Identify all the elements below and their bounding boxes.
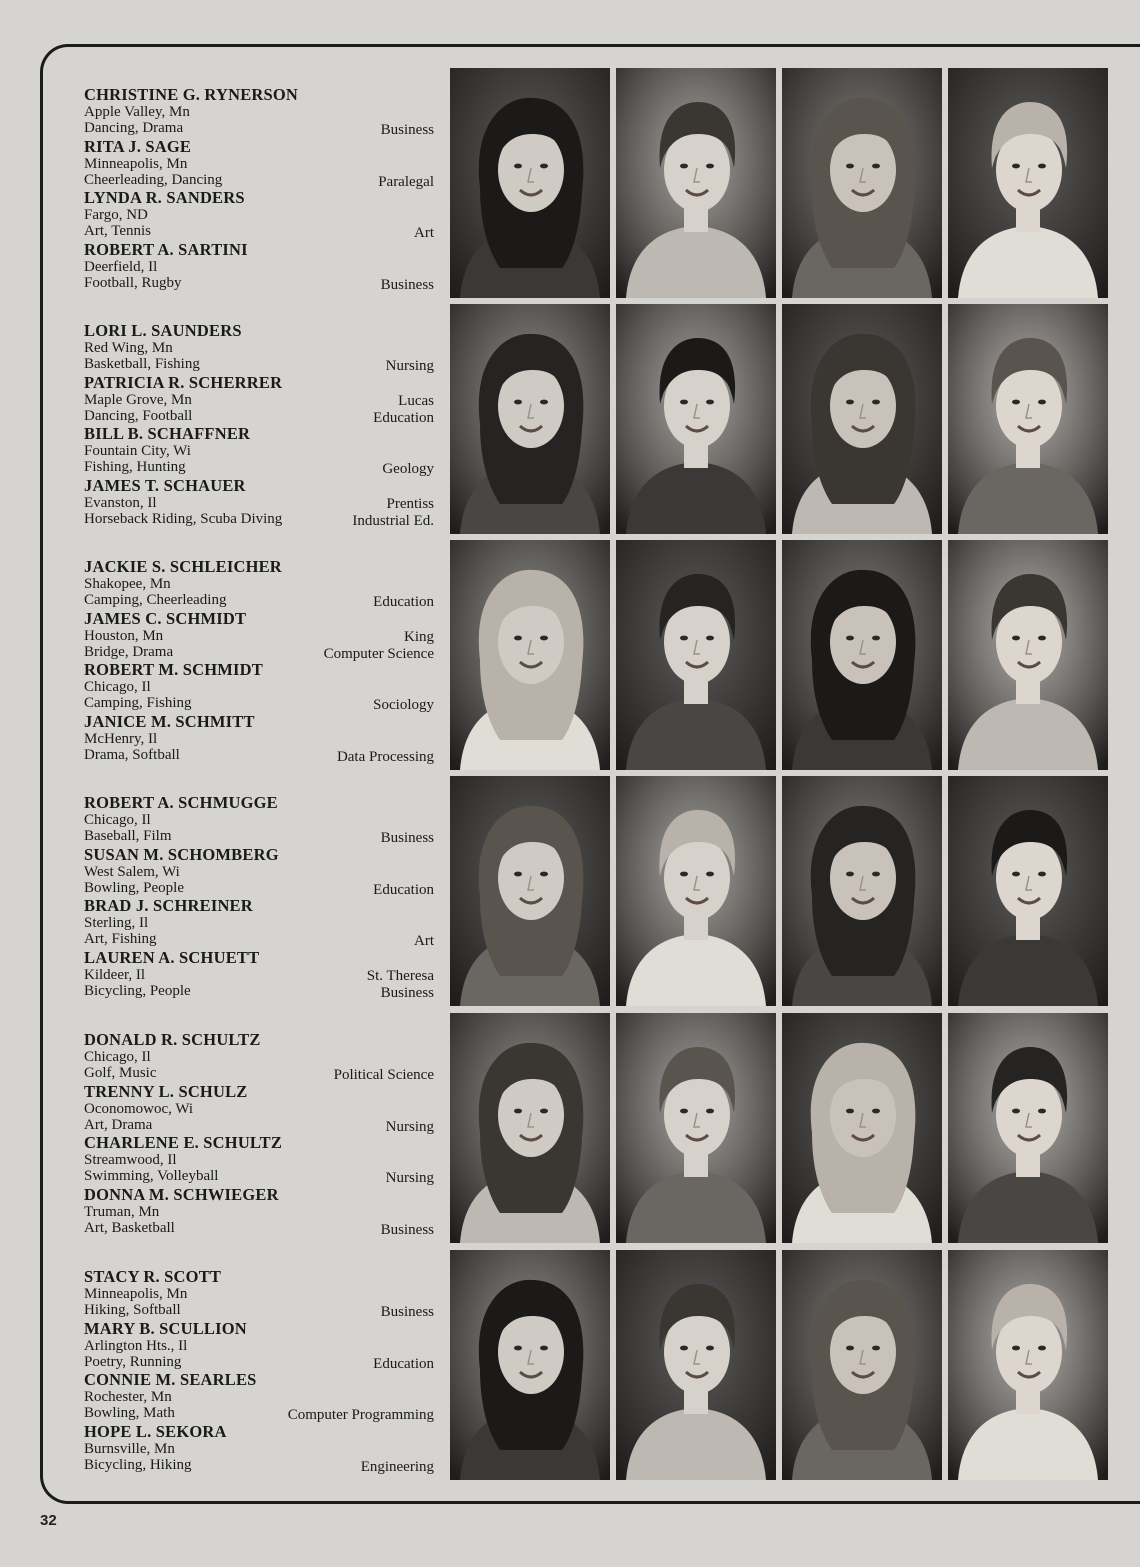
student-group [0,304,1140,536]
student-activities: Football, Rugby [84,275,182,291]
student-entry [84,794,434,846]
student-name: DONNA M. SCHWIEGER [84,1185,279,1204]
student-entry [84,713,434,765]
student-name: JAMES C. SCHMIDT [84,609,247,628]
student-entry [84,897,434,949]
student-major: Data Processing [336,748,434,765]
student-hometown: Arlington Hts., Il [84,1338,188,1354]
student-major: Prentiss Industrial Ed. [352,496,434,529]
student-portrait-photo [450,540,610,770]
student-name: JAMES T. SCHAUER [84,476,246,495]
student-major: Engineering [360,1458,434,1475]
student-portrait-photo [616,1250,776,1480]
student-major: Education [373,1355,434,1372]
student-group [0,1013,1140,1245]
student-major: Nursing [385,357,434,374]
student-name: CONNIE M. SEARLES [84,1370,257,1389]
student-major: King Computer Science [323,629,434,662]
student-activities: Bowling, People [84,880,184,896]
student-portrait-photo [782,1013,942,1243]
student-portrait-photo [782,776,942,1006]
student-entry [84,1186,434,1238]
student-name: JANICE M. SCHMITT [84,712,255,731]
student-portrait-photo [948,68,1108,298]
student-major: Nursing [385,1169,434,1186]
student-name: PATRICIA R. SCHERRER [84,373,283,392]
student-name: MARY B. SCULLION [84,1319,247,1338]
student-group [0,776,1140,1008]
student-portrait-photo [450,304,610,534]
student-entry [84,189,434,241]
student-hometown: Fountain City, Wi [84,443,191,459]
student-activities: Baseball, Film [84,828,172,844]
student-hometown: Evanston, Il [84,495,157,511]
student-entry [84,610,434,662]
student-major: Lucas Education [373,393,434,426]
student-entry [84,661,434,713]
student-activities: Bicycling, People [84,983,191,999]
student-hometown: Sterling, Il [84,915,149,931]
student-entry [84,1268,434,1320]
student-major: Paralegal [378,173,434,190]
student-entry [84,1134,434,1186]
student-major: Nursing [385,1118,434,1135]
student-entry [84,949,434,1001]
student-hometown: Red Wing, Mn [84,340,173,356]
student-entry [84,425,434,477]
student-group [0,540,1140,772]
student-activities: Golf, Music [84,1065,157,1081]
student-entry [84,86,434,138]
student-hometown: Truman, Mn [84,1204,160,1220]
student-entry [84,1031,434,1083]
student-portrait-photo [782,1250,942,1480]
student-major: Political Science [333,1066,434,1083]
student-activities: Bridge, Drama [84,644,174,660]
student-activities: Basketball, Fishing [84,356,200,372]
student-hometown: Streamwood, Il [84,1152,177,1168]
student-entry [84,241,434,293]
student-activities: Cheerleading, Dancing [84,172,223,188]
student-hometown: Shakopee, Mn [84,576,171,592]
student-name: DONALD R. SCHULTZ [84,1030,261,1049]
student-activities: Camping, Fishing [84,695,192,711]
student-name: ROBERT M. SCHMIDT [84,660,263,679]
student-entry [84,1083,434,1135]
student-portrait-photo [616,68,776,298]
student-name: BILL B. SCHAFFNER [84,424,251,443]
student-name: CHRISTINE G. RYNERSON [84,85,299,104]
student-activities: Art, Basketball [84,1220,175,1236]
student-activities: Drama, Softball [84,747,180,763]
student-name: HOPE L. SEKORA [84,1422,227,1441]
student-major: Business [380,276,434,293]
student-name: LYNDA R. SANDERS [84,188,245,207]
student-portrait-photo [948,1013,1108,1243]
student-activities: Poetry, Running [84,1354,182,1370]
student-hometown: Houston, Mn [84,628,164,644]
student-activities: Dancing, Football [84,408,193,424]
student-portrait-photo [948,776,1108,1006]
student-portrait-photo [450,1250,610,1480]
student-entry [84,477,434,529]
page-number: 32 [40,1512,57,1529]
student-hometown: Minneapolis, Mn [84,1286,188,1302]
student-entry [84,1423,434,1475]
student-portrait-photo [616,304,776,534]
student-activities: Art, Fishing [84,931,157,947]
student-hometown: Fargo, ND [84,207,148,223]
student-major: Sociology [373,696,434,713]
student-hometown: Oconomowoc, Wi [84,1101,194,1117]
student-portrait-photo [450,68,610,298]
student-name: JACKIE S. SCHLEICHER [84,557,282,576]
student-hometown: McHenry, Il [84,731,158,747]
student-name: LAUREN A. SCHUETT [84,948,260,967]
student-name: STACY R. SCOTT [84,1267,222,1286]
student-name: LORI L. SAUNDERS [84,321,242,340]
student-entry [84,1371,434,1423]
student-major: Education [373,593,434,610]
student-portrait-photo [616,540,776,770]
student-entry [84,1320,434,1372]
student-name: ROBERT A. SARTINI [84,240,248,259]
student-activities: Fishing, Hunting [84,459,186,475]
student-hometown: Chicago, Il [84,812,151,828]
student-entry [84,846,434,898]
student-major: Business [380,121,434,138]
student-activities: Horseback Riding, Scuba Diving [84,511,283,527]
student-group [0,1250,1140,1482]
student-activities: Dancing, Drama [84,120,184,136]
student-portrait-photo [782,304,942,534]
student-group [0,68,1140,300]
student-portrait-photo [782,540,942,770]
student-hometown: Rochester, Mn [84,1389,172,1405]
student-activities: Swimming, Volleyball [84,1168,219,1184]
student-portrait-photo [616,776,776,1006]
student-major: St. Theresa Business [366,968,434,1001]
student-activities: Bowling, Math [84,1405,175,1421]
student-entry [84,558,434,610]
student-hometown: Burnsville, Mn [84,1441,175,1457]
student-activities: Camping, Cheerleading [84,592,227,608]
student-entry [84,374,434,426]
student-name: RITA J. SAGE [84,137,192,156]
student-hometown: Chicago, Il [84,679,151,695]
student-hometown: Kildeer, Il [84,967,146,983]
student-portrait-photo [948,1250,1108,1480]
student-activities: Hiking, Softball [84,1302,181,1318]
student-portrait-photo [782,68,942,298]
student-major: Education [373,881,434,898]
student-activities: Art, Tennis [84,223,152,239]
student-portrait-photo [948,540,1108,770]
student-name: TRENNY L. SCHULZ [84,1082,248,1101]
student-hometown: Chicago, Il [84,1049,151,1065]
student-hometown: Minneapolis, Mn [84,156,188,172]
student-hometown: Maple Grove, Mn [84,392,192,408]
student-major: Computer Programming [287,1406,434,1423]
student-major: Art [414,224,434,241]
student-entry [84,322,434,374]
student-hometown: West Salem, Wi [84,864,180,880]
student-hometown: Apple Valley, Mn [84,104,190,120]
student-portrait-photo [450,1013,610,1243]
student-major: Business [380,829,434,846]
student-portrait-photo [948,304,1108,534]
student-activities: Bicycling, Hiking [84,1457,192,1473]
student-major: Business [380,1303,434,1320]
student-name: SUSAN M. SCHOMBERG [84,845,279,864]
student-name: ROBERT A. SCHMUGGE [84,793,278,812]
student-major: Business [380,1221,434,1238]
student-major: Art [414,932,434,949]
student-hometown: Deerfield, Il [84,259,158,275]
student-entry [84,138,434,190]
student-activities: Art, Drama [84,1117,153,1133]
student-portrait-photo [616,1013,776,1243]
student-major: Geology [382,460,434,477]
student-portrait-photo [450,776,610,1006]
student-name: BRAD J. SCHREINER [84,896,253,915]
student-name: CHARLENE E. SCHULTZ [84,1133,283,1152]
